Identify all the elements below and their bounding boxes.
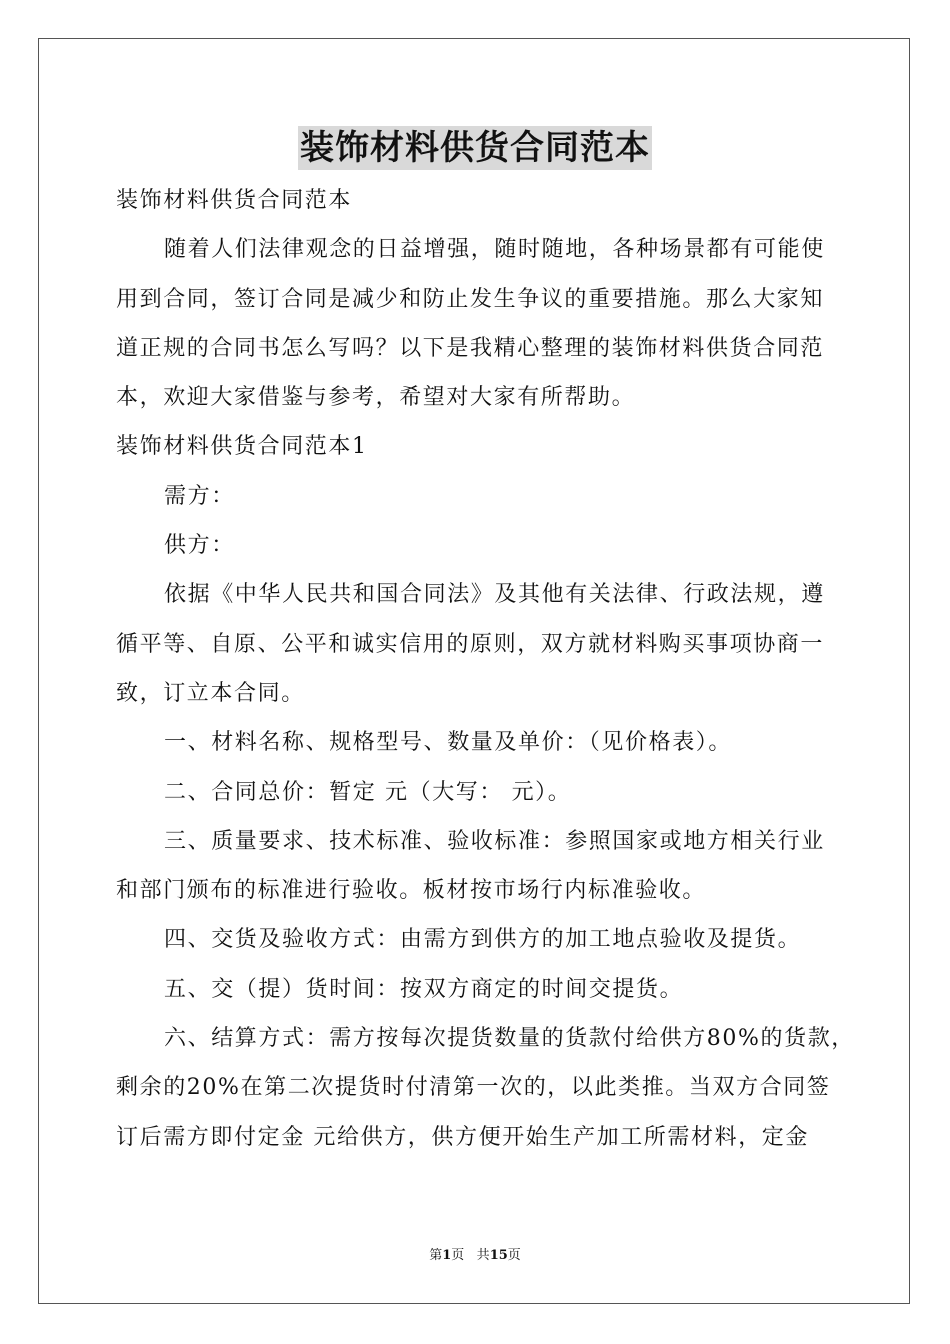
body-line: 四、交货及验收方式：由需方到供方的加工地点验收及提货。 bbox=[164, 927, 802, 953]
page-suffix: 页 bbox=[451, 1248, 465, 1263]
body-line: 二、合同总价：暂定 元（大写： 元）。 bbox=[164, 779, 572, 805]
body-line: 道正规的合同书怎么写吗？以下是我精心整理的装饰材料供货合同范 bbox=[116, 335, 825, 361]
total-prefix: 共 bbox=[476, 1248, 490, 1263]
body-line: 供方： bbox=[164, 533, 235, 559]
body-line: 致，订立本合同。 bbox=[116, 680, 305, 706]
body-line: 装饰材料供货合同范本1 bbox=[116, 434, 368, 460]
body-line: 剩余的20%在第二次提货时付清第一次的，以此类推。当双方合同签 bbox=[116, 1075, 831, 1101]
body-line: 六、结算方式：需方按每次提货数量的货款付给供方80%的货款， bbox=[164, 1026, 855, 1052]
body-line: 依据《中华人民共和国合同法》及其他有关法律、行政法规，遵 bbox=[164, 582, 825, 608]
body-line: 需方： bbox=[164, 483, 235, 509]
document-body bbox=[116, 176, 855, 1162]
title-container bbox=[0, 126, 950, 170]
total-suffix: 页 bbox=[507, 1248, 521, 1263]
page-footer bbox=[0, 1244, 950, 1263]
page-prefix: 第 bbox=[429, 1248, 443, 1263]
body-line: 和部门颁布的标准进行验收。板材按市场行内标准验收。 bbox=[116, 878, 707, 904]
body-line: 装饰材料供货合同范本 bbox=[116, 188, 353, 213]
body-line: 随着人们法律观念的日益增强，随时随地，各种场景都有可能使 bbox=[164, 237, 825, 263]
body-line: 五、交（提）货时间：按双方商定的时间交提货。 bbox=[164, 976, 684, 1002]
body-line: 一、材料名称、规格型号、数量及单价：（见价格表）。 bbox=[164, 730, 733, 756]
document-title: 装饰材料供货合同范本 bbox=[300, 128, 650, 168]
body-line: 订后需方即付定金 元给供方，供方便开始生产加工所需材料，定金 bbox=[116, 1124, 809, 1150]
body-line: 三、质量要求、技术标准、验收标准：参照国家或地方相关行业 bbox=[164, 828, 825, 854]
total-pages: 15 bbox=[489, 1248, 508, 1263]
body-line: 本，欢迎大家借鉴与参考，希望对大家有所帮助。 bbox=[116, 385, 636, 411]
body-line: 循平等、自原、公平和诚实信用的原则，双方就材料购买事项协商一 bbox=[116, 631, 825, 657]
body-line: 用到合同，签订合同是减少和防止发生争议的重要措施。那么大家知 bbox=[116, 286, 825, 312]
page-number: 1 bbox=[442, 1248, 452, 1263]
